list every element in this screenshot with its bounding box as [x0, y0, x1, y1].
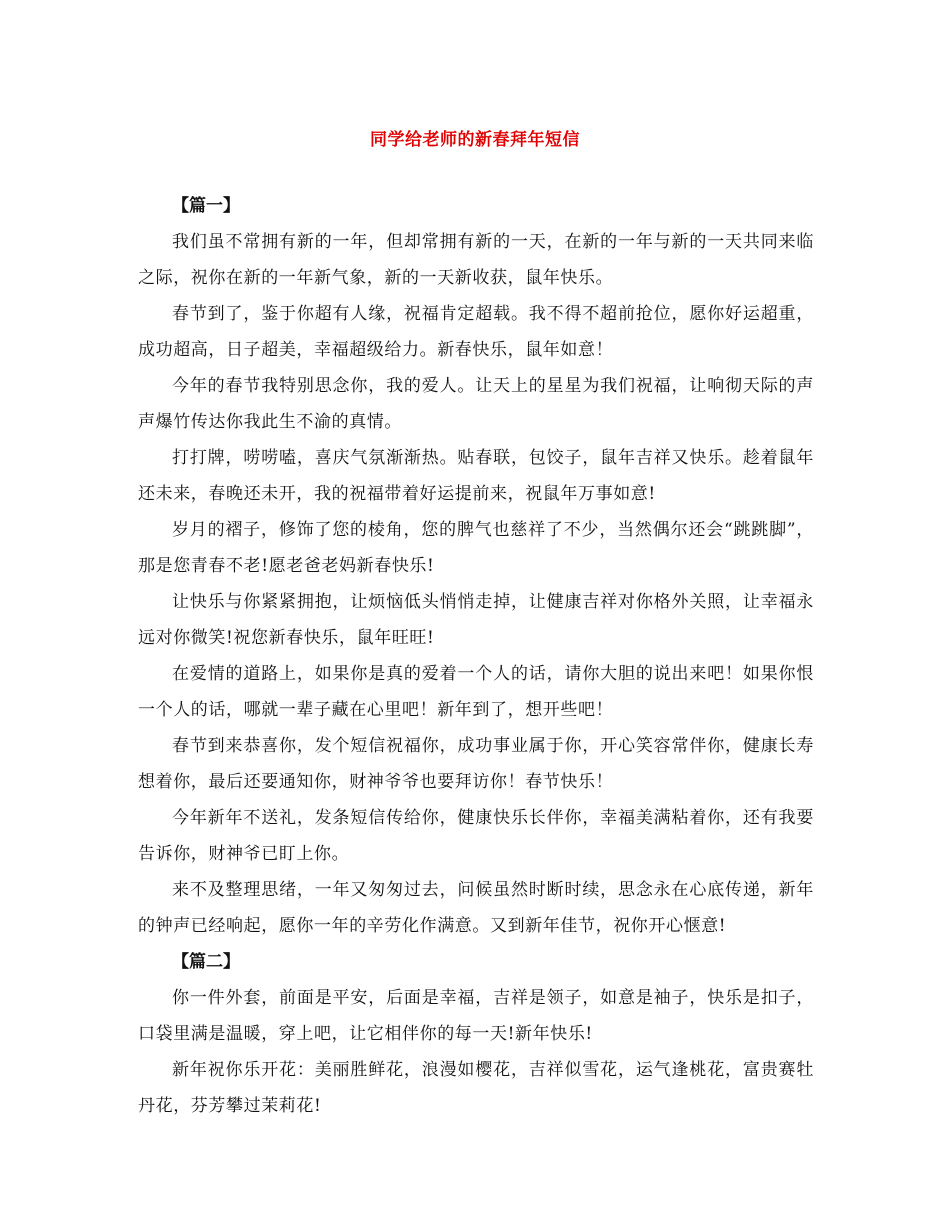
paragraph: 打打牌，唠唠嗑，喜庆气氛渐渐热。贴春联，包饺子，鼠年吉祥又快乐。趁着鼠年还未来，春晚还未开，我的祝福带着好运提前来，祝鼠年万事如意!	[138, 448, 814, 504]
paragraph: 你一件外套，前面是平安，后面是幸福，吉祥是领子，如意是袖子，快乐是扣子，口袋里满是温暖，穿上吧，让它相伴你的每一天!新年快乐!	[138, 988, 814, 1044]
paragraph: 我们虽不常拥有新的一年，但却常拥有新的一天，在新的一年与新的一天共同来临之际，祝你在新的一年新气象，新的一天新收获，鼠年快乐。	[138, 232, 814, 288]
paragraph: 让快乐与你紧紧拥抱，让烦恼低头悄悄走掉，让健康吉祥对你格外关照，让幸福永远对你微笑!祝您新春快乐，鼠年旺旺!	[138, 592, 814, 648]
paragraph: 岁月的褶子，修饰了您的棱角，您的脾气也慈祥了不少，当然偶尔还会“跳跳脚”，那是您青春不老!愿老爸老妈新春快乐!	[138, 520, 814, 576]
paragraph: 春节到了，鉴于你超有人缘，祝福肯定超载。我不得不超前抢位，愿你好运超重，成功超高，日子超美，幸福超级给力。新春快乐，鼠年如意！	[138, 304, 814, 360]
section-heading: 【篇二】	[172, 952, 240, 972]
section-heading: 【篇一】	[172, 196, 240, 216]
paragraph: 新年祝你乐开花：美丽胜鲜花，浪漫如樱花，吉祥似雪花，运气逢桃花，富贵赛牡丹花，芬芳攀过茉莉花!	[138, 1060, 814, 1116]
document-title: 同学给老师的新春拜年短信	[370, 130, 580, 150]
paragraph: 在爱情的道路上，如果你是真的爱着一个人的话，请你大胆的说出来吧！如果你恨一个人的话，哪就一辈子藏在心里吧！新年到了，想开些吧！	[138, 664, 814, 720]
paragraph: 今年的春节我特别思念你，我的爱人。让天上的星星为我们祝福，让响彻天际的声声爆竹传达你我此生不渝的真情。	[138, 376, 814, 432]
document-body	[138, 188, 814, 1124]
paragraph: 今年新年不送礼，发条短信传给你，健康快乐长伴你，幸福美满粘着你，还有我要告诉你，财神爷已盯上你。	[138, 808, 814, 864]
paragraph: 春节到来恭喜你，发个短信祝福你，成功事业属于你，开心笑容常伴你，健康长寿想着你，最后还要通知你，财神爷爷也要拜访你！春节快乐！	[138, 736, 814, 792]
paragraph: 来不及整理思绪，一年又匆匆过去，问候虽然时断时续，思念永在心底传递，新年的钟声已经响起，愿你一年的辛劳化作满意。又到新年佳节，祝你开心惬意!	[138, 880, 814, 936]
